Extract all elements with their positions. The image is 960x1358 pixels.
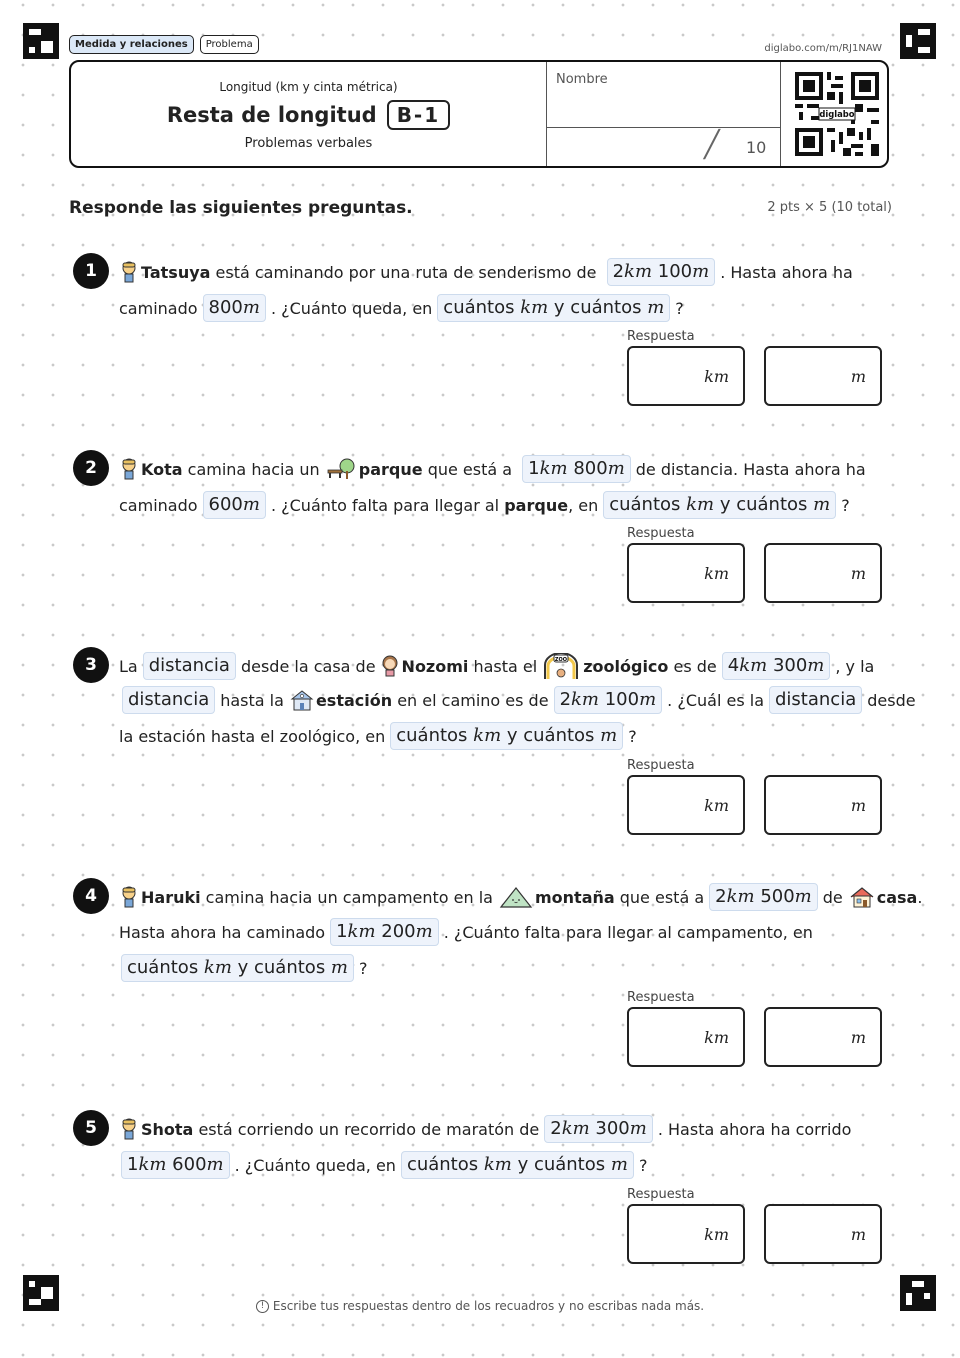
question-3-line-1 xyxy=(119,652,874,680)
question-text: que está a xyxy=(422,459,518,479)
unit-request-chip: cuántos km y cuántos m xyxy=(390,722,623,750)
question-text: hasta la xyxy=(220,690,284,710)
value-chip: 2km 300m xyxy=(544,1115,653,1143)
svg-text:ZOO: ZOO xyxy=(555,657,568,663)
park-tree-icon xyxy=(325,458,357,480)
corner-marker-top-right xyxy=(900,23,936,59)
question-number: 3 xyxy=(73,647,109,683)
question-text: camina hacia un xyxy=(182,459,325,479)
boy-hiker-icon xyxy=(119,886,139,908)
value-chip: 2km 100m xyxy=(607,258,716,286)
answer-label: Respuesta xyxy=(627,526,695,541)
answer-label: Respuesta xyxy=(627,1187,695,1202)
info-icon: ! xyxy=(256,1300,269,1313)
question-3-line-3 xyxy=(119,722,637,750)
header-title-row xyxy=(71,100,546,130)
answer-box-km[interactable]: km xyxy=(627,1007,745,1067)
question-text: de xyxy=(822,887,843,907)
tag-type: Problema xyxy=(200,35,259,54)
answer-box-km[interactable]: km xyxy=(627,775,745,835)
value-chip: 4km 300m xyxy=(722,652,831,680)
instructions: Responde las siguientes preguntas. xyxy=(69,198,413,218)
value-chip: 800m xyxy=(203,294,266,322)
value-chip: 1km 600m xyxy=(121,1151,230,1179)
place-name: estación xyxy=(315,690,393,710)
station-icon xyxy=(290,689,314,711)
question-1-line-1 xyxy=(119,258,853,286)
character-name: Kota xyxy=(141,459,183,479)
unit-request-chip: cuántos km y cuántos m xyxy=(121,954,354,982)
mountain-icon xyxy=(499,886,533,908)
question-text: . ¿Cuánto queda, en xyxy=(270,298,433,318)
answer-box-m[interactable]: m xyxy=(764,346,882,406)
question-text: ? xyxy=(628,726,637,746)
corner-marker-top-left xyxy=(23,23,59,59)
question-text: está corriendo un recorrido de maratón de xyxy=(193,1119,540,1139)
place-name: parque xyxy=(358,459,423,479)
answer-box-m[interactable]: m xyxy=(764,543,882,603)
question-text: . ¿Cuánto queda, en xyxy=(234,1155,396,1175)
question-1-line-2 xyxy=(119,294,684,322)
question-text: . Hasta ahora ha xyxy=(720,262,853,282)
keyword-chip: distancia xyxy=(122,686,215,714)
question-text: ? xyxy=(841,495,850,515)
place-name: parque xyxy=(504,495,569,515)
header-topic: Problemas verbales xyxy=(244,136,373,151)
answer-box-km[interactable]: km xyxy=(627,543,745,603)
boy-hiker-icon xyxy=(119,458,139,480)
question-number: 1 xyxy=(73,253,109,289)
character-name: Haruki xyxy=(141,887,201,907)
question-number: 5 xyxy=(73,1110,109,1146)
question-text: que está a xyxy=(614,887,705,907)
score-field[interactable] xyxy=(546,128,780,166)
page-url[interactable]: diglabo.com/m/RJ1NAW xyxy=(764,43,882,54)
tag-list xyxy=(69,35,259,54)
value-chip: 1km 800m xyxy=(522,455,631,483)
qr-block xyxy=(780,62,889,166)
answer-box-km[interactable]: km xyxy=(627,1204,745,1264)
svg-text:diglabo: diglabo xyxy=(819,108,855,119)
question-text: de distancia. Hasta ahora ha xyxy=(635,459,866,479)
place-name: zoológico xyxy=(583,656,669,676)
zoo-gate-icon xyxy=(541,653,581,679)
score-slash: ╱ xyxy=(704,130,720,160)
value-chip: 600m xyxy=(203,491,266,519)
question-text: . Hasta ahora ha corrido xyxy=(657,1119,852,1139)
question-text: . ¿Cuál es la xyxy=(667,690,764,710)
value-chip: 2km 500m xyxy=(709,883,818,911)
value-chip: 1km 200m xyxy=(330,918,439,946)
question-text: ? xyxy=(675,298,684,318)
answer-label: Respuesta xyxy=(627,329,695,344)
question-4-line-1 xyxy=(119,883,922,911)
question-text: La xyxy=(119,656,138,676)
name-label: Nombre xyxy=(556,72,608,87)
answer-box-m[interactable]: m xyxy=(764,1007,882,1067)
question-text: . ¿Cuánto falta para llegar al xyxy=(270,495,505,515)
question-5-line-1 xyxy=(119,1115,851,1143)
answer-box-km[interactable]: km xyxy=(627,346,745,406)
girl-icon xyxy=(380,655,400,677)
question-text: , y la xyxy=(835,656,875,676)
question-3-line-2 xyxy=(117,686,916,714)
question-number: 4 xyxy=(73,878,109,914)
tag-category: Medida y relaciones xyxy=(69,35,194,54)
worksheet-header xyxy=(69,60,889,168)
question-text: hasta el xyxy=(468,656,538,676)
answer-box-m[interactable]: m xyxy=(764,1204,882,1264)
boy-hiker-icon xyxy=(119,261,139,283)
qr-code-icon xyxy=(795,72,879,156)
header-title-block xyxy=(71,62,546,166)
question-text: caminado xyxy=(119,298,198,318)
name-field[interactable] xyxy=(546,62,780,128)
question-text: desde la casa de xyxy=(240,656,376,676)
question-2-line-2 xyxy=(119,491,850,519)
question-4-line-2 xyxy=(119,918,813,946)
question-text: ? xyxy=(638,1155,648,1175)
worksheet-code: B-1 xyxy=(387,100,450,130)
question-number: 2 xyxy=(73,450,109,486)
score-total: 10 xyxy=(746,138,767,157)
keyword-chip: distancia xyxy=(769,686,862,714)
unit-request-chip: cuántos km y cuántos m xyxy=(437,294,670,322)
unit-request-chip: cuántos km y cuántos m xyxy=(401,1151,634,1179)
question-text: caminado xyxy=(119,495,198,515)
question-text: , en xyxy=(568,495,599,515)
question-text: está caminando por una ruta de senderismo de xyxy=(210,262,602,282)
question-4-line-3 xyxy=(116,954,368,982)
question-5-line-2 xyxy=(116,1151,647,1179)
question-text: desde xyxy=(867,690,916,710)
character-name: Tatsuya xyxy=(141,262,211,282)
answer-label: Respuesta xyxy=(627,758,695,773)
character-name: Shota xyxy=(141,1119,194,1139)
house-icon xyxy=(849,886,875,908)
character-name: Nozomi xyxy=(401,656,469,676)
points-info: 2 pts × 5 (10 total) xyxy=(767,200,892,215)
unit-request-chip: cuántos km y cuántos m xyxy=(603,491,836,519)
header-subtitle: Longitud (km y cinta métrica) xyxy=(219,80,398,94)
question-text: la estación hasta el zoológico, en xyxy=(119,726,386,746)
footer-note xyxy=(0,1299,960,1313)
value-chip: 2km 100m xyxy=(554,686,663,714)
question-2-line-1 xyxy=(119,455,866,483)
question-text: . xyxy=(917,887,923,907)
question-text: ? xyxy=(359,958,368,978)
keyword-chip: distancia xyxy=(143,652,236,680)
answer-box-m[interactable]: m xyxy=(764,775,882,835)
question-text: en el camino es de xyxy=(392,690,549,710)
place-name: casa xyxy=(876,887,918,907)
question-text: Hasta ahora ha caminado xyxy=(119,922,326,942)
question-text: . ¿Cuánto falta para llegar al campamento, en xyxy=(443,922,813,942)
place-name: montaña xyxy=(534,887,615,907)
question-text: es de xyxy=(668,656,717,676)
question-text: camina hacia un campamento en la xyxy=(200,887,493,907)
page-title: Resta de longitud xyxy=(166,103,377,127)
boy-runner-icon xyxy=(119,1118,139,1140)
answer-label: Respuesta xyxy=(627,990,695,1005)
footer-text: Escribe tus respuestas dentro de los recuadros y no escribas nada más. xyxy=(272,1299,705,1313)
